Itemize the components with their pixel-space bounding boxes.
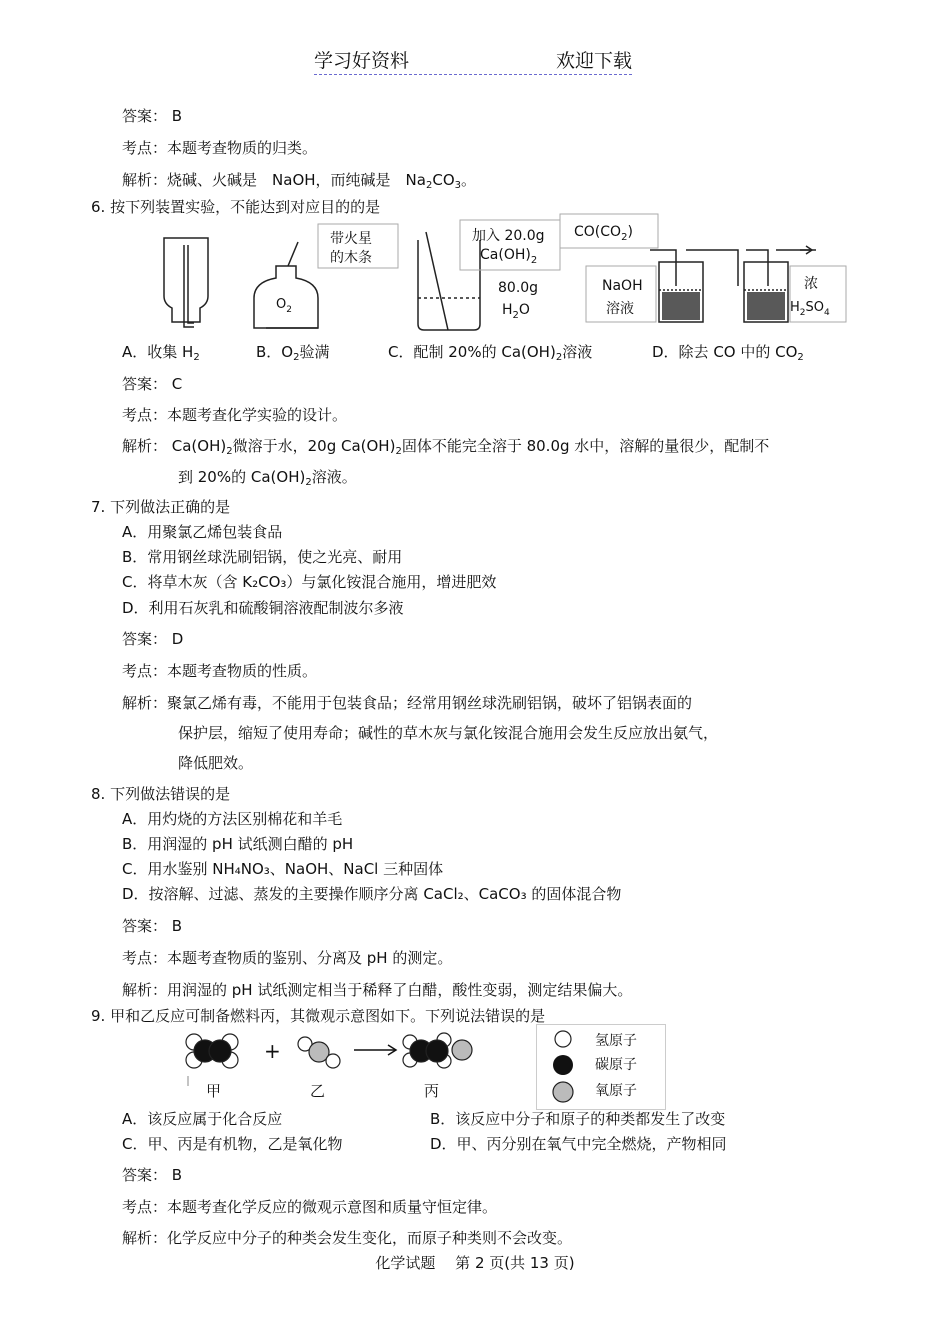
q6-analysis-line2: 到 20%的 $Ca(OH)_2$溶液。 <box>178 468 357 488</box>
hydrogen-atom-icon <box>555 1031 571 1047</box>
oxygen-atom-icon <box>553 1082 573 1102</box>
q7-option-c: C．将草木灰（含 K₂CO₃）与氯化铵混合施用，增进肥效 <box>122 573 497 591</box>
legend-oxygen: 氧原子 <box>595 1083 637 1099</box>
q7-option-d: D．利用石灰乳和硫酸铜溶液配制波尔多液 <box>122 599 404 617</box>
header-right: 欢迎下载 <box>555 50 632 72</box>
q9-option-d: D．甲、丙分别在氧气中完全燃烧，产物相同 <box>430 1135 727 1153</box>
carbon-atom-icon <box>553 1055 573 1075</box>
header-left: 学习好资料 <box>314 50 410 72</box>
q6-answer: 答案： C <box>122 375 183 393</box>
q7-stem: 7. 下列做法正确的是 <box>91 498 231 516</box>
label-jia: 甲 <box>206 1082 222 1100</box>
plus-sign: + <box>264 1039 281 1063</box>
fig-c-water-mass: 80.0g <box>498 280 539 296</box>
q8-stem: 8. 下列做法错误的是 <box>91 785 231 803</box>
page-footer: 化学试题 第 2 页(共 13 页) <box>375 1254 575 1272</box>
page-header <box>314 46 632 75</box>
label-bing: 丙 <box>424 1082 440 1100</box>
fig-d-h2so4: $H_2SO_4$ <box>790 300 830 318</box>
q8-analysis: 解析：用润湿的 pH 试纸测定相当于稀释了白醋，酸性变弱，测定结果偏大。 <box>122 981 633 999</box>
reaction-arrow <box>354 1045 396 1055</box>
q7-answer: 答案： D <box>122 630 184 648</box>
q8-answer: 答案： B <box>122 917 183 935</box>
q7-analysis-line1: 解析：聚氯乙烯有毒，不能用于包装食品；经常用钢丝球洗刷铝锅，破坏了铝锅表面的 <box>122 694 693 712</box>
fig-b-box-line2: 的木条 <box>330 250 372 266</box>
fig-d-naoh-sol: 溶液 <box>606 301 634 317</box>
q7-analysis-line3: 降低肥效。 <box>178 754 254 772</box>
q9-reaction-figure <box>178 1030 488 1102</box>
q6-analysis-line1: 解析： $Ca(OH)_2$微溶于水，20g $Ca(OH)_2$固体不能完全溶于 80.0g 水中，溶解的量很少，配制不 <box>122 437 770 457</box>
q7-option-a: A．用聚氯乙烯包装食品 <box>122 523 283 541</box>
legend-carbon: 碳原子 <box>595 1057 637 1073</box>
q9-point: 考点：本题考查化学反应的微观示意图和质量守恒定律。 <box>122 1198 498 1216</box>
q9-answer: 答案： B <box>122 1166 183 1184</box>
q5-point: 考点：本题考查物质的归类。 <box>122 139 318 157</box>
q6-apparatus-figure <box>150 210 860 335</box>
q8-option-b: B．用润湿的 pH 试纸测白醋的 pH <box>122 835 354 853</box>
fig-a-inverted-bottle <box>164 238 208 327</box>
q7-point: 考点：本题考查物质的性质。 <box>122 662 318 680</box>
fig-b-gas-bottle <box>254 224 398 328</box>
q9-option-a: A．该反应属于化合反应 <box>122 1110 283 1128</box>
q9-option-c: C．甲、丙是有机物，乙是氧化物 <box>122 1135 343 1153</box>
q6-stem: 6. 按下列装置实验，不能达到对应目的的是 <box>91 198 381 216</box>
q8-point: 考点：本题考查物质的鉴别、分离及 pH 的测定。 <box>122 949 453 967</box>
molecule-yi <box>298 1037 340 1068</box>
q6-option-b: B．$O_2$验满 <box>256 343 330 363</box>
fig-d-co: $CO(CO_2)$ <box>574 224 633 243</box>
atom-legend <box>536 1024 666 1110</box>
q5-analysis: 解析：烧碱、火碱是 NaOH，而纯碱是 $Na_2CO_3$。 <box>122 171 477 191</box>
fig-d-liquid <box>662 292 785 320</box>
molecule-jia <box>186 1034 238 1068</box>
q5-answer: 答案： B <box>122 107 183 125</box>
q6-option-d: D．除去 CO 中的 $CO_2$ <box>652 343 804 363</box>
label-yi: 乙 <box>310 1082 326 1100</box>
fig-b-o2: $O_2$ <box>276 297 292 315</box>
fig-d-naoh: NaOH <box>602 278 643 294</box>
fig-b-box-line1: 带火星 <box>330 231 372 247</box>
q8-option-a: A．用灼烧的方法区别棉花和羊毛 <box>122 810 343 828</box>
fig-d-conc: 浓 <box>804 276 818 292</box>
q6-option-a: A．收集 $H_2$ <box>122 343 200 363</box>
molecule-bing <box>403 1033 472 1068</box>
fig-c-box-line1: 加入 20.0g <box>472 228 545 244</box>
q7-analysis-line2: 保护层，缩短了使用寿命；碱性的草木灰与氯化铵混合施用会发生反应放出氨气， <box>178 724 719 742</box>
q9-option-b: B．该反应中分子和原子的种类都发生了改变 <box>430 1110 726 1128</box>
q6-point: 考点：本题考查化学实验的设计。 <box>122 406 348 424</box>
q7-option-b: B．常用钢丝球洗刷铝锅，使之光亮、耐用 <box>122 548 403 566</box>
q9-stem: 9. 甲和乙反应可制备燃料丙，其微观示意图如下。下列说法错误的是 <box>91 1007 546 1025</box>
q8-option-d: D．按溶解、过滤、蒸发的主要操作顺序分离 CaCl₂、CaCO₃ 的固体混合物 <box>122 885 622 903</box>
fig-c-box-line2: $Ca(OH)_2$ <box>480 247 538 266</box>
fig-c-water: $H_2O$ <box>502 302 530 321</box>
q9-analysis: 解析：化学反应中分子的种类会发生变化，而原子种类则不会改变。 <box>122 1229 573 1247</box>
q6-option-c: C．配制 20%的 $Ca(OH)_2$溶液 <box>388 343 593 363</box>
legend-hydrogen: 氢原子 <box>595 1033 637 1049</box>
q8-option-c: C．用水鉴别 NH₄NO₃、NaOH、NaCl 三种固体 <box>122 860 444 878</box>
